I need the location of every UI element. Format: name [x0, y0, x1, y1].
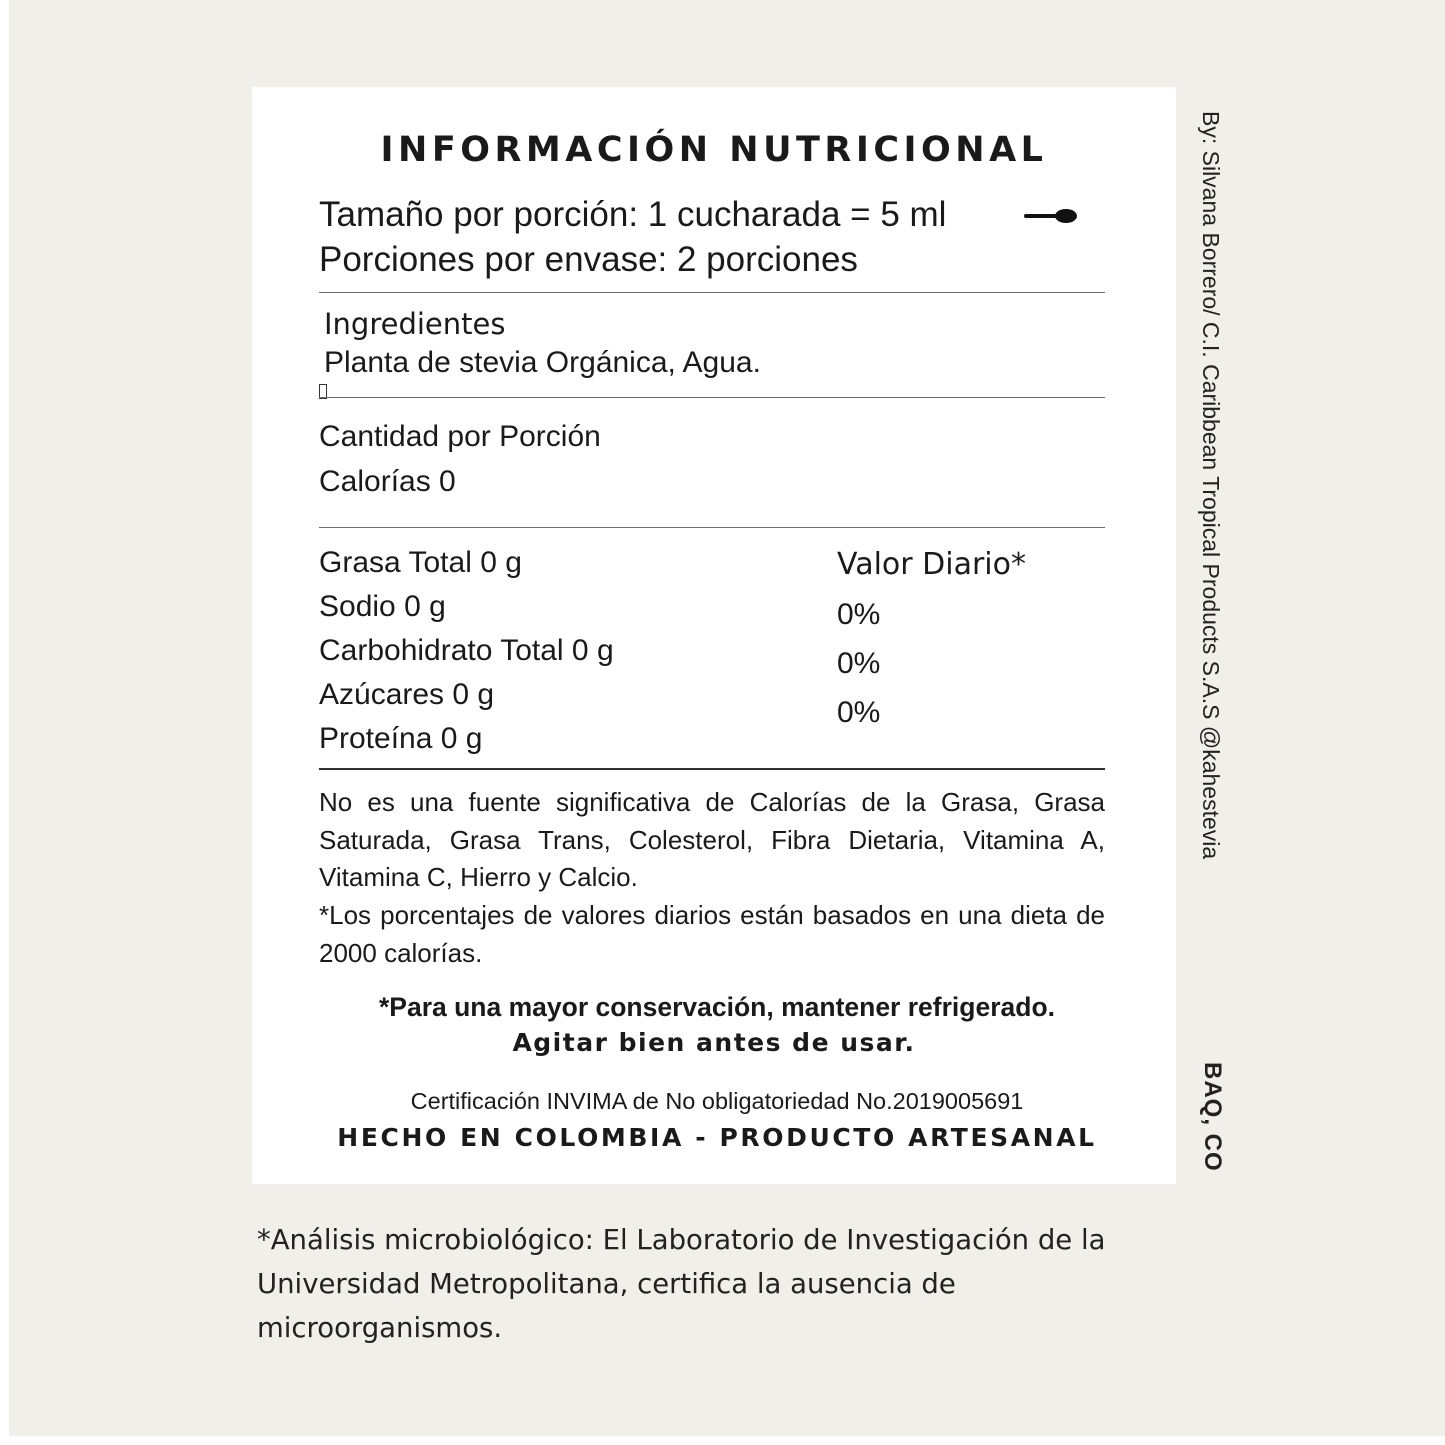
certification: Certificación INVIMA de No obligatoriedad No.2019005691 [410, 1088, 1024, 1114]
divider [319, 292, 1105, 293]
daily-value: 0% [837, 598, 881, 631]
nutrient-row: Carbohidrato Total 0 g [319, 634, 614, 667]
shake-note: Agitar bien antes de usar. [512, 1028, 916, 1057]
daily-value: 0% [837, 647, 881, 680]
footnote-nutrients: No es una fuente significativa de Calorías de la Grasa, Grasa Saturada, Grasa Trans, Colesterol, Fibra Dietaria, Vitamina A, Vitamina C, Hierro y Calcio. [319, 787, 1105, 893]
storage-note: *Para una mayor conservación, mantener refrigerado. [378, 992, 1055, 1022]
daily-value: 0% [837, 696, 881, 729]
microbiology-note: *Análisis microbiológico: El Laboratorio de Investigación de la Universidad Metropolitana, certifica la ausencia de microorganismos. [257, 1224, 1106, 1344]
servings-per-container: Porciones por envase: 2 porciones [319, 240, 858, 279]
amount-per-serving: Cantidad por Porción [319, 420, 601, 453]
origin-statement: HECHO EN COLOMBIA - PRODUCTO ARTESANAL [337, 1123, 1097, 1152]
nutrient-row: Azúcares 0 g [319, 678, 495, 711]
calories: Calorías 0 [319, 465, 456, 498]
divider [319, 397, 1105, 398]
nutrient-row: Proteína 0 g [319, 722, 483, 755]
nutrient-row: Grasa Total 0 g [319, 546, 522, 579]
spoon-icon [1024, 206, 1080, 226]
daily-value-heading: Valor Diario* [837, 547, 1026, 582]
side-location: BAQ, CO [1199, 1062, 1226, 1172]
divider [319, 768, 1105, 770]
footnote-daily-values: *Los porcentajes de valores diarios están basados en una dieta de 2000 calorías. [319, 900, 1105, 968]
divider [319, 527, 1105, 528]
label-title: INFORMACIÓN NUTRICIONAL [380, 130, 1048, 170]
ingredients-list: Planta de stevia Orgánica, Agua. [324, 346, 761, 379]
side-credit: By: Silvana Borrero/ C.I. Caribbean Tropical Products S.A.S @kahestevia [1198, 111, 1224, 860]
nutrient-row: Sodio 0 g [319, 590, 446, 623]
ingredients-heading: Ingredientes [324, 307, 506, 341]
serving-size: Tamaño por porción: 1 cucharada = 5 ml [319, 195, 947, 234]
